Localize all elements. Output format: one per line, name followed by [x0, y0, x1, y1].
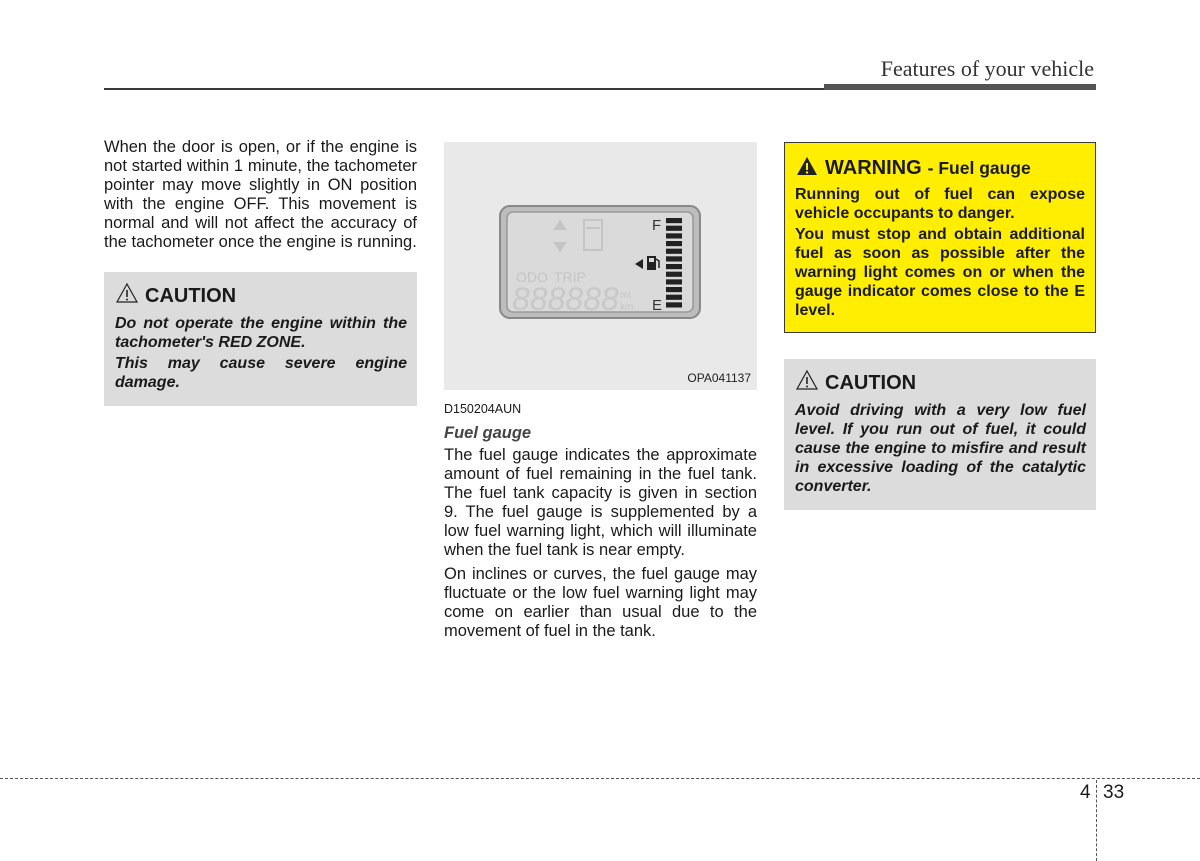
- fuel-level-segment: [666, 256, 682, 261]
- caution-line: This may cause severe engine damage.: [115, 355, 407, 391]
- figure-code: OPA041137: [687, 371, 751, 385]
- caution-line: Do not operate the engine within the tachometer's RED ZONE.: [115, 315, 407, 351]
- footer-divider-vertical: [1096, 780, 1097, 861]
- footer-divider: [0, 778, 1200, 779]
- fuel-gauge-paragraph: On inclines or curves, the fuel gauge may fluctuate or the low fuel warning light may come on earlier than usual due to the movement of fuel in the tank.: [444, 565, 757, 640]
- warning-box-fuel-gauge: [784, 142, 1096, 333]
- chapter-number: 4: [1080, 782, 1091, 803]
- trip-label: TRIP: [554, 269, 586, 285]
- odometer-digits: 888888: [512, 281, 619, 317]
- fuel-level-segment: [666, 226, 682, 231]
- column-1: [104, 138, 417, 406]
- fuel-level-segment: [666, 264, 682, 269]
- fuel-gauge-figure: [444, 142, 757, 390]
- warning-subtitle: - Fuel gauge: [927, 158, 1031, 178]
- section-title: Fuel gauge: [444, 424, 532, 442]
- fuel-level-segment: [666, 272, 682, 277]
- fuel-level-segment: [666, 249, 682, 254]
- unit-km: km: [620, 302, 634, 313]
- tachometer-paragraph: When the door is open, or if the engine is not started within 1 minute, the tachometer pointer may move slightly in ON position with the engine OFF. This movement is normal and will not affect the accuracy of the tachometer once the engine is running.: [104, 138, 417, 251]
- page-number: 33: [1103, 782, 1125, 803]
- fuel-level-segment: [666, 295, 682, 300]
- fuel-level-segment: [666, 287, 682, 292]
- caution-header: [115, 282, 407, 310]
- unit-mi: mi: [620, 290, 631, 301]
- caution-title: CAUTION: [825, 371, 917, 394]
- caution-triangle-icon: [115, 282, 139, 310]
- caution-box-tachometer: [104, 272, 417, 406]
- caution-line: Avoid driving with a very low fuel level. If you run out of fuel, it could cause the engine to misfire and result in excessive loading of the catalytic converter.: [795, 402, 1086, 495]
- column-2: [444, 142, 757, 641]
- fuel-gauge-display-illustration: [444, 142, 757, 390]
- fuel-level-segment: [666, 241, 682, 246]
- fuel-full-label: F: [652, 217, 662, 234]
- fuel-gauge-paragraph: The fuel gauge indicates the approximate amount of fuel remaining in the fuel tank. The fuel tank capacity is given in section 9. The fuel gauge is supplemented by a low fuel warning light, which will illuminate when the fuel tank is near empty.: [444, 446, 757, 559]
- column-3: [784, 142, 1096, 510]
- fuel-level-segment: [666, 279, 682, 284]
- warning-header: [795, 155, 1085, 182]
- fuel-level-segment: [666, 233, 682, 238]
- caution-title: CAUTION: [145, 284, 237, 307]
- header-title: Features of your vehicle: [880, 56, 1094, 81]
- warning-line: Running out of fuel can expose vehicle occupants to danger.: [795, 186, 1085, 222]
- fuel-level-segment: [666, 218, 682, 223]
- caution-box-fuel: [784, 359, 1096, 510]
- warning-title: WARNING: [825, 157, 922, 179]
- fuel-level-segment: [666, 302, 682, 307]
- header-rule: [104, 88, 824, 90]
- fuel-empty-label: E: [652, 297, 663, 314]
- header-rule-accent: [824, 84, 1096, 90]
- caution-header: [795, 369, 1086, 397]
- warning-triangle-icon: [795, 155, 819, 182]
- caution-triangle-icon: [795, 369, 819, 397]
- section-code: D150204AUN: [444, 402, 522, 416]
- warning-line: You must stop and obtain additional fuel as soon as possible after the warning light comes on or when the gauge indicator comes close to the E level.: [795, 226, 1085, 319]
- odo-label: ODO: [516, 269, 548, 285]
